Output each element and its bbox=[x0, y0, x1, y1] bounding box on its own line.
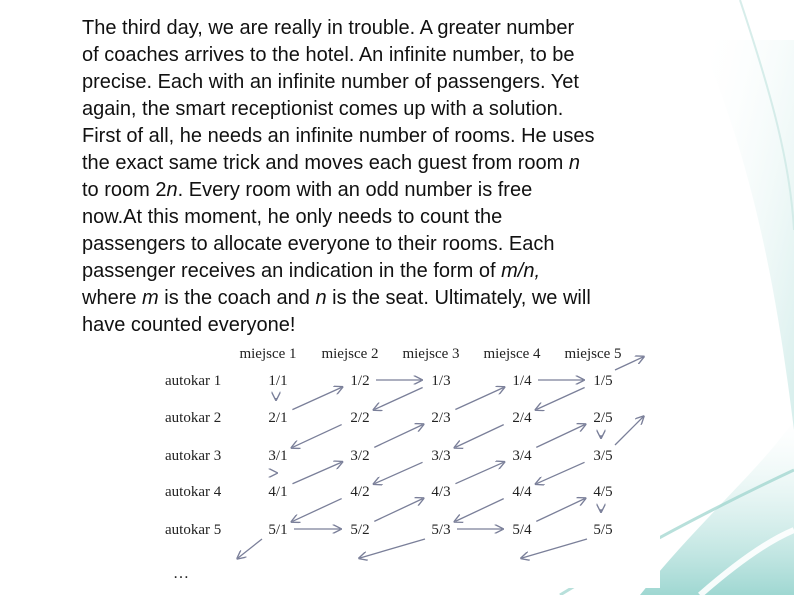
diagonal-arrow-icon bbox=[374, 462, 422, 483]
diagonal-arrow-icon bbox=[522, 539, 587, 558]
diagonal-arrow-icon bbox=[615, 417, 643, 445]
italic-variable: m bbox=[142, 287, 159, 309]
table-cell: 4/2 bbox=[350, 484, 370, 500]
diagonal-arrow-icon bbox=[536, 387, 584, 409]
table-cell: 5/5 bbox=[593, 522, 613, 538]
paragraph-line bbox=[82, 42, 722, 69]
column-header: miejsce 5 bbox=[564, 346, 622, 362]
diagonal-arrow-icon bbox=[292, 425, 341, 448]
diagonal-arrow-icon bbox=[536, 499, 584, 522]
body-paragraph bbox=[82, 15, 722, 339]
diagonal-arrow-icon bbox=[455, 425, 503, 448]
column-header: miejsce 1 bbox=[239, 346, 297, 362]
text-run: to room 2 bbox=[82, 179, 167, 201]
table-cell: 4/5 bbox=[593, 484, 613, 500]
row-header: autokar 3 bbox=[165, 448, 222, 464]
column-header: miejsce 3 bbox=[402, 346, 460, 362]
paragraph-line bbox=[82, 123, 722, 150]
diagonal-arrow-icon bbox=[374, 425, 422, 448]
table-cell: 2/1 bbox=[268, 410, 288, 426]
diagonal-arrow-icon bbox=[292, 499, 341, 522]
text-run: passengers to allocate everyone to their rooms. Each bbox=[82, 233, 555, 255]
table-cell: 5/1 bbox=[268, 522, 288, 538]
text-run: now.At this moment, he only needs to count the bbox=[82, 206, 503, 228]
paragraph-line bbox=[82, 231, 722, 258]
paragraph-line bbox=[82, 69, 722, 96]
table-cell: 3/4 bbox=[512, 448, 532, 464]
column-header: miejsce 4 bbox=[483, 346, 541, 362]
diagonal-arrow-icon bbox=[455, 499, 503, 522]
diagonal-enumeration-table bbox=[150, 343, 660, 588]
table-cell: 4/4 bbox=[512, 484, 532, 500]
text-run: have counted everyone! bbox=[82, 314, 296, 336]
table-cell: 2/3 bbox=[431, 410, 451, 426]
diagonal-arrow-icon bbox=[536, 462, 584, 483]
diagonal-arrow-icon bbox=[238, 539, 262, 558]
text-run: is the coach and bbox=[158, 287, 316, 309]
table-cell: 5/4 bbox=[512, 522, 532, 538]
text-run: First of all, he needs an infinite number of rooms. He uses bbox=[82, 125, 595, 147]
table-cell: 5/3 bbox=[431, 522, 451, 538]
diagonal-arrow-icon bbox=[360, 539, 425, 558]
row-header: autokar 2 bbox=[165, 410, 222, 426]
paragraph-line bbox=[82, 285, 722, 312]
diagonal-arrow-icon bbox=[374, 499, 422, 522]
diagonal-arrow-icon bbox=[455, 462, 503, 483]
table-cell: 2/5 bbox=[593, 410, 613, 426]
italic-variable: n bbox=[166, 179, 178, 201]
table-cell: 3/2 bbox=[350, 448, 370, 464]
diagonal-arrow-icon bbox=[536, 425, 584, 448]
table-cell: 4/3 bbox=[431, 484, 451, 500]
paragraph-line bbox=[82, 150, 722, 177]
text-run: precise. Each with an infinite number of passengers. Yet bbox=[82, 71, 579, 93]
diagonal-arrow-icon bbox=[292, 387, 341, 409]
text-run: the exact same trick and moves each guest from room bbox=[82, 152, 569, 174]
table-cell: 1/3 bbox=[431, 373, 451, 389]
column-header: miejsce 2 bbox=[321, 346, 379, 362]
table-cell: 1/4 bbox=[512, 373, 532, 389]
table-cell: 3/3 bbox=[431, 448, 451, 464]
text-run: . Every room with an odd number is free bbox=[177, 179, 533, 201]
text-run: where bbox=[82, 287, 143, 309]
text-run: is the seat. Ultimately, we will bbox=[326, 287, 591, 309]
text-run: passenger receives an indication in the form of bbox=[82, 260, 502, 282]
table-cell: 3/5 bbox=[593, 448, 613, 464]
table-cell: 4/1 bbox=[268, 484, 288, 500]
table-cell: 2/2 bbox=[350, 410, 370, 426]
continuation-ellipsis: … bbox=[173, 565, 189, 582]
italic-variable: n bbox=[568, 152, 580, 174]
paragraph-line bbox=[82, 15, 722, 42]
italic-variable: n bbox=[315, 287, 327, 309]
diagonal-arrow-icon bbox=[374, 387, 422, 409]
table-cell: 1/1 bbox=[268, 373, 288, 389]
paragraph-line bbox=[82, 204, 722, 231]
diagonal-arrow-icon bbox=[292, 462, 341, 484]
row-header: autokar 5 bbox=[165, 522, 222, 538]
paragraph-line bbox=[82, 312, 722, 339]
italic-variable: m/n, bbox=[501, 260, 541, 282]
text-run: The third day, we are really in trouble. A greater number bbox=[82, 17, 575, 39]
row-header: autokar 1 bbox=[165, 373, 222, 389]
row-header: autokar 4 bbox=[165, 484, 222, 500]
table-cell: 3/1 bbox=[268, 448, 288, 464]
text-run: of coaches arrives to the hotel. An infinite number, to be bbox=[82, 44, 575, 66]
coach-seat-table-figure bbox=[150, 343, 660, 588]
table-cell: 2/4 bbox=[512, 410, 532, 426]
table-cell: 1/2 bbox=[350, 373, 370, 389]
table-cell: 1/5 bbox=[593, 373, 613, 389]
text-run: again, the smart receptionist comes up with a solution. bbox=[82, 98, 564, 120]
paragraph-line bbox=[82, 177, 722, 204]
paragraph-line bbox=[82, 96, 722, 123]
diagonal-arrow-icon bbox=[455, 387, 503, 409]
table-cell: 5/2 bbox=[350, 522, 370, 538]
table-labels bbox=[165, 346, 622, 582]
paragraph-line bbox=[82, 258, 722, 285]
